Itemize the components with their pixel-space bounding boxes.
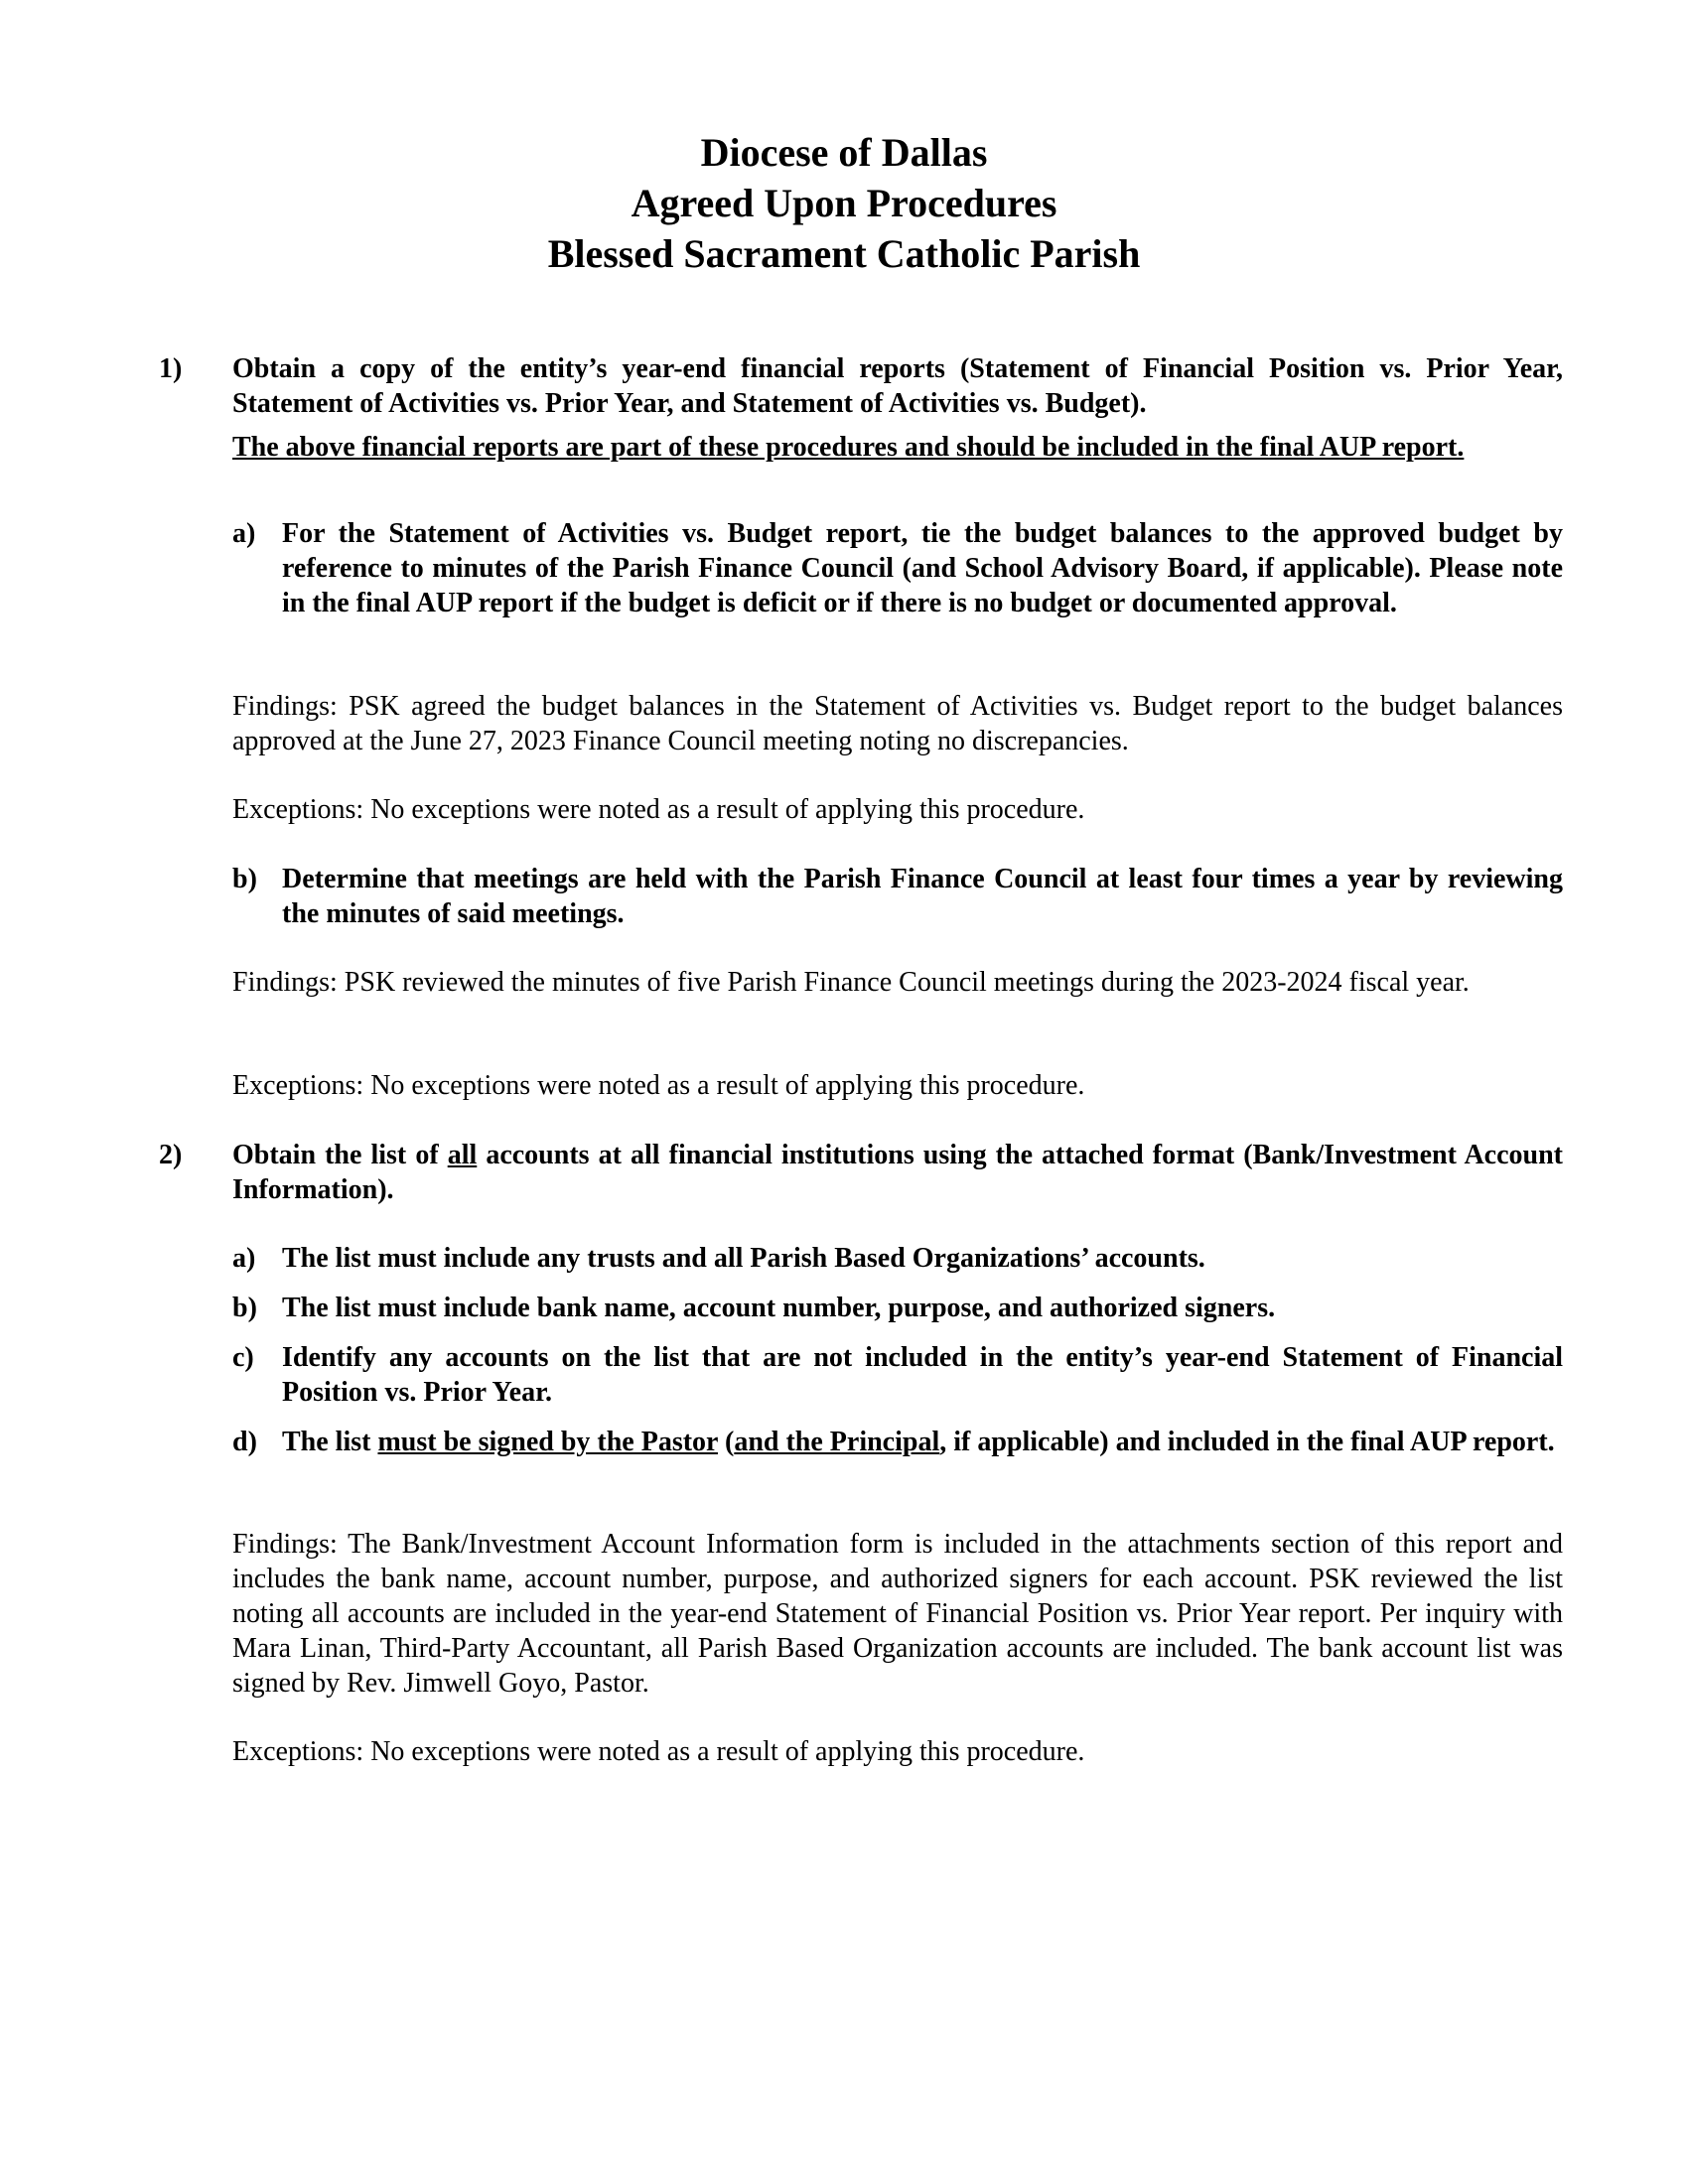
section-2a-letter: a) <box>232 1243 256 1274</box>
section-2-text-underlined: all <box>447 1140 478 1170</box>
section-2c-text: Identify any accounts on the list that are not included in the entity’s year-end Statement of Financial Position vs. Prior Year. <box>282 1342 1563 1408</box>
section-2b-letter: b) <box>232 1293 257 1323</box>
section-1b-letter: b) <box>232 864 257 894</box>
section-2-instruction <box>232 1138 1563 1207</box>
section-2-exceptions: Exceptions: No exceptions were noted as a result of applying this procedure. <box>232 1736 1085 1767</box>
section-1-number: 1) <box>159 353 183 384</box>
section-1a-letter: a) <box>232 518 256 549</box>
section-1-instruction: Obtain a copy of the entity’s year-end financial reports (Statement of Financial Position vs. Prior Year, Statement of Activities vs. Prior Year, and Statement of Activities vs. Budget). <box>232 353 1563 419</box>
section-2b-text: The list must include bank name, account number, purpose, and authorized signers. <box>282 1293 1276 1323</box>
section-1a-exceptions: Exceptions: No exceptions were noted as a result of applying this procedure. <box>232 794 1085 825</box>
section-1a-findings: Findings: PSK agreed the budget balances in the Statement of Activities vs. Budget report to the budget balances approved at the June 27, 2023 Finance Council meeting noting no discrepancies. <box>232 691 1563 756</box>
section-2b-item <box>232 1291 1563 1325</box>
title-line-diocese: Diocese of Dallas <box>700 130 988 175</box>
section-2a-item <box>232 1241 1563 1276</box>
section-2-text-after: accounts at all financial institutions using the attached format (Bank/Investment Account Information). <box>232 1140 1563 1205</box>
section-2c-item <box>232 1340 1563 1410</box>
section-2d-pastor: must be signed by the Pastor <box>377 1427 718 1457</box>
section-1b-exceptions: Exceptions: No exceptions were noted as a result of applying this procedure. <box>232 1070 1085 1101</box>
title-line-parish: Blessed Sacrament Catholic Parish <box>547 231 1141 276</box>
section-2d-letter: d) <box>232 1427 257 1457</box>
section-2d-text <box>282 1425 1563 1459</box>
section-2d-part1: The list <box>282 1427 378 1457</box>
section-2-text-before: Obtain the list of <box>232 1140 448 1170</box>
section-2-number: 2) <box>159 1140 183 1170</box>
section-1b-findings: Findings: PSK reviewed the minutes of five Parish Finance Council meetings during the 2023-2024 fiscal year. <box>232 967 1470 998</box>
section-2d-item <box>232 1425 1563 1459</box>
title-line-procedures: Agreed Upon Procedures <box>631 181 1057 225</box>
section-1-note: The above financial reports are part of these procedures and should be included in the final AUP report. <box>232 432 1465 463</box>
section-2d-principal: and the Principal <box>734 1427 940 1457</box>
section-1a-item <box>232 516 1563 620</box>
section-2a-text: The list must include any trusts and all Parish Based Organizations’ accounts. <box>282 1243 1205 1274</box>
section-2-findings: Findings: The Bank/Investment Account Information form is included in the attachments section of this report and includes the bank name, account number, purpose, and authorized signers for each account. PSK reviewed the list noting all accounts are included in the year-end Statement of Financial Position vs. Prior Year report. Per inquiry with Mara Linan, Third-Party Accountant, all Parish Based Organization accounts are included. The bank account list was signed by Rev. Jimwell Goyo, Pastor. <box>232 1529 1563 1699</box>
section-1b-text: Determine that meetings are held with the Parish Finance Council at least four times a year by reviewing the minutes of said meetings. <box>282 864 1563 929</box>
document-title <box>0 127 1688 279</box>
section-1b-item <box>232 862 1563 931</box>
section-2d-part3: ( <box>717 1427 735 1457</box>
section-2d-part5: , if applicable) and included in the final AUP report. <box>939 1427 1555 1457</box>
section-1a-text: For the Statement of Activities vs. Budget report, tie the budget balances to the approved budget by reference to minutes of the Parish Finance Council (and School Advisory Board, if applicable). Please note in the final AUP report if the budget is deficit or if there is no budget or documented approval. <box>282 518 1563 618</box>
section-2c-letter: c) <box>232 1342 254 1373</box>
